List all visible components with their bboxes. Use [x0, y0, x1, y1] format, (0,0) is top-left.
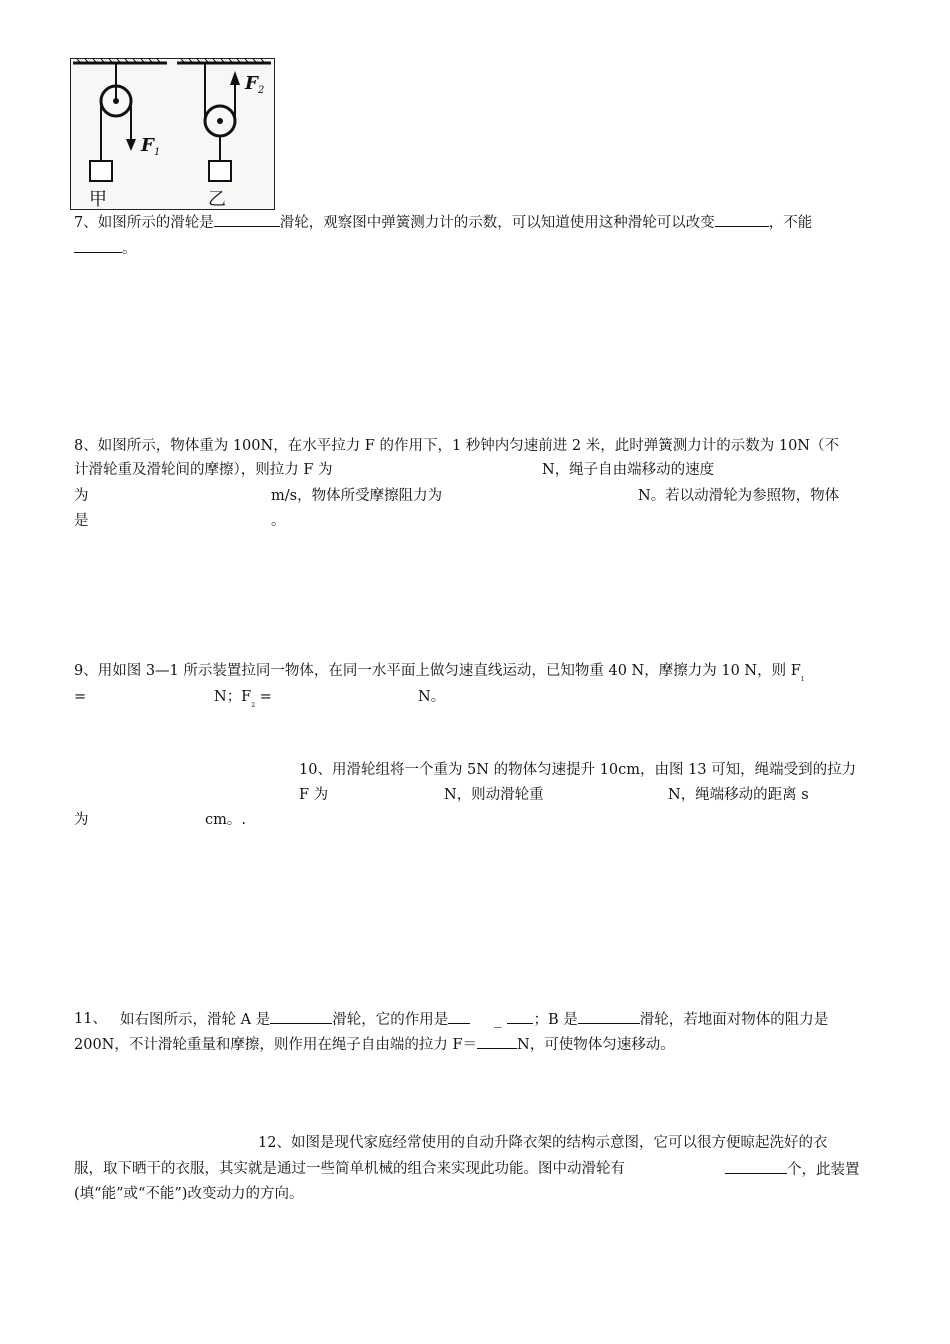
q11-text-h: N，可使物体匀速移动。 [517, 1037, 675, 1053]
q9-text-c: N；F [214, 689, 252, 705]
label-yi: 乙 [208, 189, 226, 209]
q12-line3 [74, 1184, 303, 1204]
q8-line3c [638, 486, 839, 506]
q7-text-c: ，不能 [768, 215, 813, 231]
q12-blank-1[interactable] [725, 1159, 787, 1174]
q11-text-d: _ [494, 1012, 502, 1028]
q11-text-e: ；B 是 [533, 1012, 578, 1028]
q9-text-d: = [255, 689, 272, 705]
q8-line1 [74, 436, 839, 456]
force1-label: F [141, 135, 154, 156]
q10-line2a [299, 785, 328, 805]
q9-text-b: = [74, 689, 87, 705]
q11-text-c: 滑轮，它的作用是 [332, 1012, 449, 1028]
q10-line3a [74, 810, 89, 830]
q11-text-f: 滑轮，若地面对物体的阻力是 [639, 1012, 829, 1028]
q12-line2a [74, 1159, 625, 1179]
q10-line1 [299, 760, 856, 780]
q8-line2b [542, 460, 714, 480]
q12-text-c: 个，此装置 [787, 1162, 860, 1178]
q12-text-d: (填“能”或“不能”)改变动力的方向。 [74, 1186, 304, 1202]
pulley-diagram [71, 59, 274, 209]
q8-text-a: 8、如图所示，物体重为 100N，在水平拉力 F 的作用下，1 秒钟内匀速前进 2 米，此时弹簧测力计的示数为 10N（不 [74, 438, 839, 454]
q8-text-h: 。 [271, 513, 286, 529]
q11-line1a [74, 1009, 107, 1029]
q9-line1 [74, 661, 805, 690]
q8-text-e: m/s，物体所受摩擦阻力为 [271, 488, 443, 504]
q8-text-f: N。若以动滑轮为参照物，物体 [638, 488, 840, 504]
force1-sub: 1 [154, 147, 161, 158]
q7-text-b: 滑轮，观察图中弹簧测力计的示数，可以知道使用这种滑轮可以改变 [279, 215, 715, 231]
q7-line2 [74, 238, 137, 259]
q8-text-d: 为 [74, 488, 89, 504]
q12-text-a: 12、如图是现代家庭经常使用的自动升降衣架的结构示意图，它可以很方便晾起洗好的衣 [258, 1135, 828, 1151]
q10-line2b [444, 785, 544, 805]
q9-text-e: N。 [418, 689, 446, 705]
force2-sub: 2 [258, 85, 265, 96]
q7-blank-3[interactable] [74, 238, 122, 253]
q11-text-b: 如右图所示，滑轮 A 是 [120, 1012, 271, 1028]
q11-text-a: 11、 [74, 1011, 107, 1027]
q9-sub-1: 1 [800, 676, 805, 683]
q10-text-d: N，绳端移动的距离 s [668, 787, 809, 803]
q10-line2c [668, 785, 809, 805]
q7-text-a: 7、如图所示的滑轮是 [74, 215, 214, 231]
q10-text-f: cm。. [205, 812, 246, 828]
q12-line1 [258, 1133, 827, 1153]
q11-text-g: 200N，不计滑轮重量和摩擦，则作用在绳子自由端的拉力 F＝ [74, 1037, 478, 1053]
q10-text-e: 为 [74, 812, 89, 828]
q8-line4b [271, 511, 286, 531]
pulley-figure [70, 58, 275, 210]
q11-blank-4[interactable] [578, 1009, 640, 1024]
q10-text-a: 10、用滑轮组将一个重为 5N 的物体匀速提升 10cm，由图 13 可知，绳端受到的拉力 [299, 762, 857, 778]
q8-text-b: 计滑轮重及滑轮间的摩擦），则拉力 F 为 [74, 462, 333, 478]
q9-sub-2: 2 [251, 702, 256, 709]
q11-blank-5[interactable] [477, 1034, 517, 1049]
q11-blank-2[interactable] [448, 1009, 470, 1024]
q11-line1b [120, 1009, 828, 1030]
q11-blank-1[interactable] [270, 1009, 332, 1024]
q7-blank-1[interactable] [214, 212, 280, 227]
force2-label: F [245, 73, 258, 94]
q8-line3b [271, 486, 442, 506]
q12-text-b: 服，取下晒干的衣服，其实就是通过一些简单机械的组合来实现此功能。图中动滑轮有 [74, 1161, 625, 1177]
q7-blank-2[interactable] [715, 212, 769, 227]
q11-line2 [74, 1034, 675, 1055]
q9-text-a: 9、用如图 3—1 所示装置拉同一物体，在同一水平面上做匀速直线运动，已知物重 40 N，摩擦力为 10 N，则 F [74, 663, 801, 679]
q12-line2b [725, 1159, 860, 1180]
q7-line1 [74, 212, 812, 233]
q10-line3b [205, 810, 246, 830]
q11-blank-3[interactable] [507, 1009, 533, 1024]
q8-text-g: 是 [74, 513, 89, 529]
q8-line3a [74, 486, 89, 506]
q8-line4a [74, 511, 89, 531]
q8-text-c: N，绳子自由端移动的速度 [542, 462, 715, 478]
q10-text-b: F 为 [299, 787, 329, 803]
q9-line2b [214, 687, 272, 716]
q8-line2 [74, 460, 333, 480]
q10-text-c: N，则动滑轮重 [444, 787, 544, 803]
q9-line2a [74, 687, 86, 707]
q9-line2c [418, 687, 445, 707]
q7-text-d: 。 [122, 241, 137, 257]
label-jia: 甲 [89, 189, 107, 209]
